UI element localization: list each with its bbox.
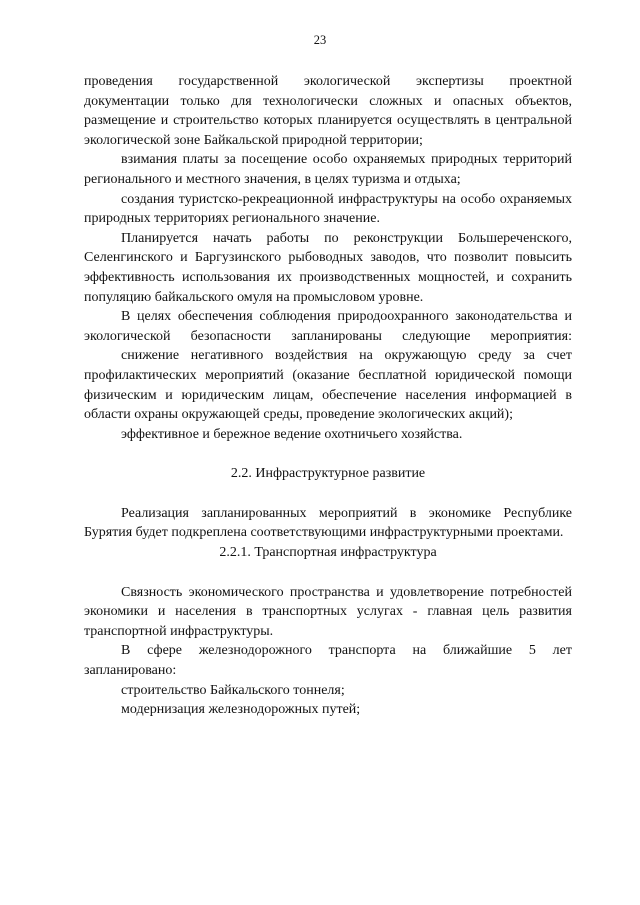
paragraph: В сфере железнодорожного транспорта на ближайшие 5 лет запланировано: [84,643,572,679]
subsection-title: 2.2.1. Транспортная инфраструктура [219,545,437,561]
document-body [84,72,572,720]
paragraph: взимания платы за посещение особо охраняемых природных территорий регионального и местного значения, в целях туризма и отдыха; [84,152,572,187]
paragraph: эффективное и бережное ведение охотничьего хозяйства. [121,426,463,442]
paragraph: В целях обеспечения соблюдения природоохранного законодательства и экологической безопасности запланированы следующие мероприятия: [84,309,572,344]
paragraph: проведения государственной экологической экспертизы проектной документации только для технологически сложных и опасных объектов, размещение и строительство которых планируется осуществлять в центральной экологической зоне Байкальской природной территории; [84,74,572,148]
section-title: 2.2. Инфраструктурное развитие [230,466,426,482]
paragraph: Связность экономического пространства и удовлетворение потребностей экономики и населения в транспортных услугах - главная цель развития транспортной инфраструктуры. [84,584,572,639]
list-item: строительство Байкальского тоннеля; [121,682,345,698]
paragraph: создания туристско-рекреационной инфраструктуры на особо охраняемых природных территориях регионального значение. [84,191,572,227]
paragraph: Планируется начать работы по реконструкции Большереченского, Селенгинского и Баргузинского рыбоводных заводов, что позволит повысить эффективность использования их производственных мощностей, и сохранить популяцию байкальского омуля на промысловом уровне. [84,230,572,305]
list-item: модернизация железнодорожных путей; [121,702,361,718]
section-intro: Реализация запланированных мероприятий в экономике Республике Бурятия будет подкреплена соответствующими инфраструктурными проектами. [84,505,572,541]
page-number: 23 [313,33,327,47]
paragraph: снижение негативного воздействия на окружающую среду за счет профилактических мероприятий (оказание бесплатной юридической помощи физическим и юридическим лицам, обеспечение населения информацией в области охраны окружающей среды, проведение экологических акций); [84,348,572,423]
